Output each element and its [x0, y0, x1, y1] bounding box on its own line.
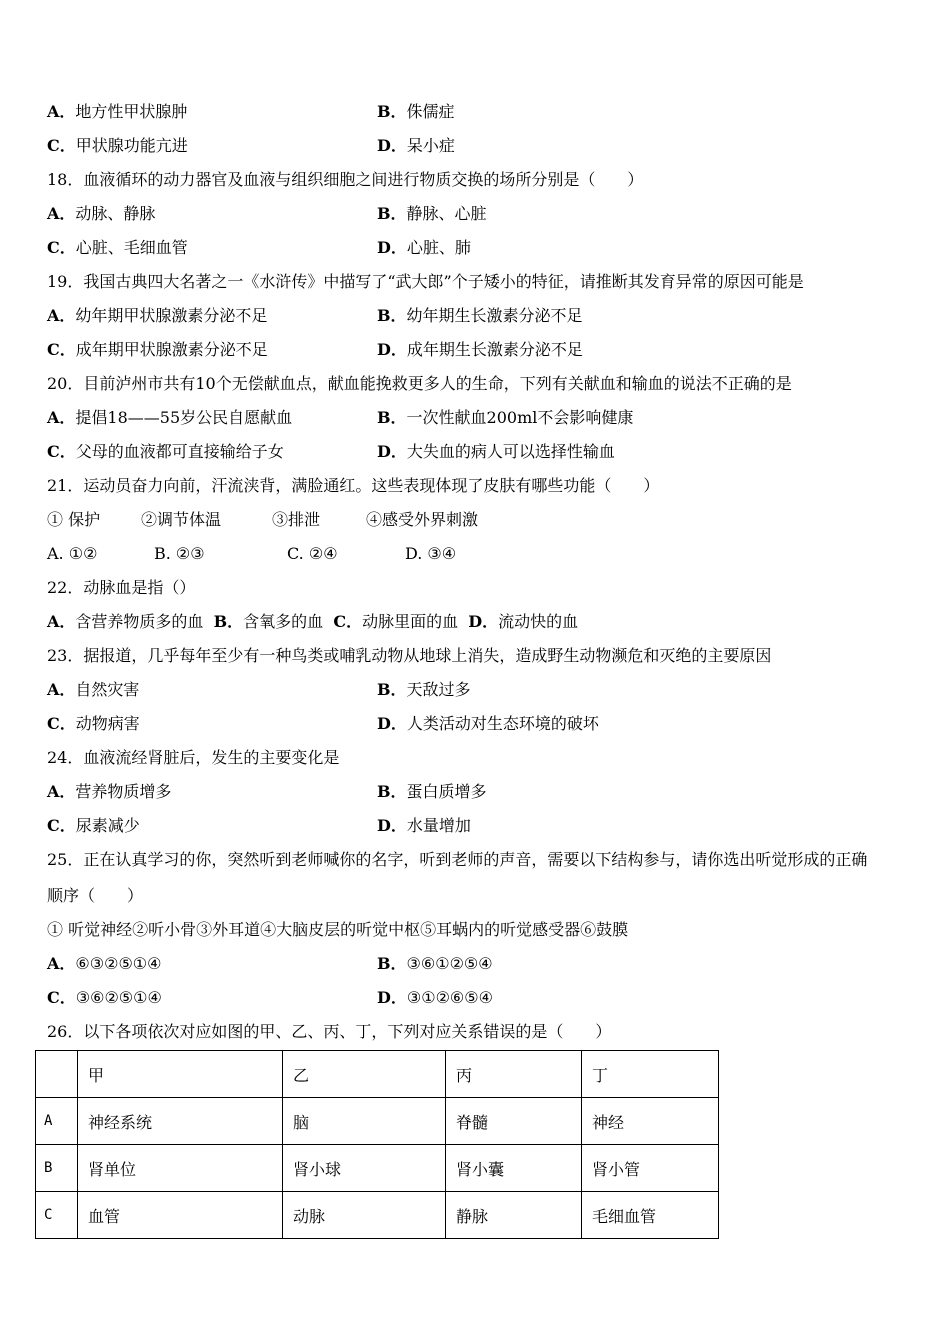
table-row: [36, 1192, 719, 1239]
table-cell: 肾小囊: [446, 1145, 582, 1192]
table-cell: A: [36, 1098, 78, 1145]
q17-option-d: [377, 136, 455, 156]
option-label: D．: [377, 340, 407, 359]
table-cell: C: [36, 1192, 78, 1239]
option-label: B．: [377, 782, 407, 801]
option-label: D．: [377, 136, 407, 155]
option-text: ③①②⑥⑤④: [406, 988, 493, 1007]
option-text: 含氧多的血: [243, 612, 324, 631]
q18-option-b: [377, 204, 487, 224]
q25-stem-line2: 顺序（ ）: [47, 886, 144, 905]
option-label: B．: [213, 612, 244, 631]
table-header-cell: 甲: [78, 1051, 283, 1098]
q23-stem: 23．据报道，几乎每年至少有一种鸟类或哺乳动物从地球上消失，造成野生动物濒危和灭绝的主要原因: [47, 646, 772, 665]
option-text: 动脉、静脉: [75, 204, 156, 223]
q21-item-2: ②调节体温: [141, 510, 222, 529]
q20-stem: 20．目前泸州市共有10个无偿献血点，献血能挽救更多人的生命，下列有关献血和输血的说法不正确的是: [47, 374, 792, 393]
q26-stem: 26．以下各项依次对应如图的甲、乙、丙、丁，下列对应关系错误的是（ ）: [47, 1022, 612, 1041]
option-label: A．: [47, 306, 76, 325]
option-text: 甲状腺功能亢进: [75, 136, 188, 155]
table-row: [36, 1145, 719, 1192]
q18-stem: 18．血液循环的动力器官及血液与组织细胞之间进行物质交换的场所分别是（ ）: [47, 170, 644, 189]
q17-option-a: [47, 102, 187, 122]
option-label: B．: [377, 306, 407, 325]
q19-option-d: [377, 340, 583, 360]
q23-option-b: [377, 680, 471, 700]
q21-stem: 21．运动员奋力向前，汗流浃背，满脸通红。这些表现体现了皮肤有哪些功能（ ）: [47, 476, 660, 495]
q21-item-4: ④感受外界刺激: [366, 510, 479, 529]
option-text: 地方性甲状腺肿: [75, 102, 188, 121]
q21-option-d: D. ③④: [405, 544, 457, 563]
table-row: [36, 1098, 719, 1145]
option-label: B．: [377, 102, 407, 121]
q24-option-d: [377, 816, 471, 836]
table-cell: 脊髓: [446, 1098, 582, 1145]
q21-option-c: C. ②④: [287, 544, 338, 563]
option-text: 呆小症: [406, 136, 455, 155]
option-label: A．: [47, 102, 76, 121]
q19-option-c: [47, 340, 268, 360]
option-text: 心脏、肺: [406, 238, 471, 257]
q25-stem-line1: 25．正在认真学习的你，突然听到老师喊你的名字，听到老师的声音，需要以下结构参与，请你选出听觉形成的正确: [47, 850, 868, 869]
q20-option-c: [47, 442, 284, 462]
table-cell: 肾小球: [283, 1145, 446, 1192]
table-header-cell: 乙: [283, 1051, 446, 1098]
option-text: 流动快的血: [498, 612, 579, 631]
table-cell: 神经: [582, 1098, 719, 1145]
q18-option-a: [47, 204, 155, 224]
option-label: A．: [47, 408, 76, 427]
option-text: 心脏、毛细血管: [75, 238, 188, 257]
option-label: C．: [47, 136, 76, 155]
option-label: D．: [468, 612, 499, 631]
table-header-cell: 丁: [582, 1051, 719, 1098]
option-label: A．: [47, 612, 76, 631]
option-label: C．: [47, 816, 76, 835]
option-text: 天敌过多: [406, 680, 471, 699]
q19-option-a: [47, 306, 267, 326]
q21-option-a: A. ①②: [47, 544, 98, 563]
q22-options: [47, 612, 578, 632]
q24-option-c: [47, 816, 140, 836]
option-text: 成年期甲状腺激素分泌不足: [75, 340, 268, 359]
option-text: 静脉、心脏: [406, 204, 487, 223]
q23-option-a: [47, 680, 139, 700]
option-text: 蛋白质增多: [406, 782, 487, 801]
q25-option-a: [47, 954, 161, 974]
option-text: 尿素减少: [75, 816, 140, 835]
option-label: D．: [377, 816, 407, 835]
q19-option-b: [377, 306, 583, 326]
option-text: 水量增加: [406, 816, 471, 835]
table-cell: [36, 1051, 78, 1098]
table-cell: 毛细血管: [582, 1192, 719, 1239]
option-label: A．: [47, 782, 76, 801]
option-label: B．: [377, 954, 407, 973]
option-label: B．: [377, 680, 407, 699]
q18-option-c: [47, 238, 188, 258]
option-label: A．: [47, 954, 76, 973]
option-label: D．: [377, 442, 407, 461]
option-label: D．: [377, 238, 407, 257]
q22-stem: 22．动脉血是指（）: [47, 578, 196, 597]
option-label: D．: [377, 714, 407, 733]
option-text: 幼年期生长激素分泌不足: [406, 306, 583, 325]
table-header-row: [36, 1051, 719, 1098]
q25-option-d: [377, 988, 493, 1008]
option-label: B．: [377, 204, 407, 223]
option-text: 营养物质增多: [75, 782, 172, 801]
option-label: A．: [47, 680, 76, 699]
q19-stem: 19．我国古典四大名著之一《水浒传》中描写了“武大郎”个子矮小的特征，请推断其发育异常的原因可能是: [47, 272, 804, 291]
option-label: C．: [333, 612, 363, 631]
q20-option-d: [377, 442, 615, 462]
option-text: 成年期生长激素分泌不足: [406, 340, 583, 359]
table-cell: B: [36, 1145, 78, 1192]
table-cell: 神经系统: [78, 1098, 283, 1145]
table-header-cell: 丙: [446, 1051, 582, 1098]
table-cell: 静脉: [446, 1192, 582, 1239]
table-cell: 肾单位: [78, 1145, 283, 1192]
q17-option-c: [47, 136, 188, 156]
option-text: 幼年期甲状腺激素分泌不足: [75, 306, 268, 325]
option-text: 大失血的病人可以选择性输血: [406, 442, 615, 461]
q24-stem: 24．血液流经肾脏后，发生的主要变化是: [47, 748, 340, 767]
option-text: 人类活动对生态环境的破坏: [406, 714, 599, 733]
option-text: 提倡18——55岁公民自愿献血: [75, 408, 293, 427]
q23-option-d: [377, 714, 599, 734]
table-cell: 脑: [283, 1098, 446, 1145]
option-label: C．: [47, 238, 76, 257]
option-label: C．: [47, 442, 76, 461]
option-text: 动物病害: [75, 714, 140, 733]
option-text: 父母的血液都可直接输给子女: [75, 442, 284, 461]
option-text: 自然灾害: [75, 680, 140, 699]
q24-option-a: [47, 782, 171, 802]
option-label: C．: [47, 714, 76, 733]
option-text: ⑥③②⑤①④: [75, 954, 162, 973]
table-cell: 动脉: [283, 1192, 446, 1239]
option-text: 侏儒症: [406, 102, 455, 121]
option-label: D．: [377, 988, 407, 1007]
option-text: ③⑥①②⑤④: [406, 954, 493, 973]
q21-item-1: ① 保护: [47, 510, 101, 529]
q25-items: ① 听觉神经②听小骨③外耳道④大脑皮层的听觉中枢⑤耳蜗内的听觉感受器⑥鼓膜: [47, 920, 629, 939]
q21-option-b: B. ②③: [154, 544, 205, 563]
option-text: 动脉里面的血: [362, 612, 459, 631]
option-text: 一次性献血200ml不会影响健康: [406, 408, 634, 427]
q25-option-b: [377, 954, 493, 974]
q23-option-c: [47, 714, 140, 734]
table-cell: 血管: [78, 1192, 283, 1239]
q17-option-b: [377, 102, 455, 122]
table-cell: 肾小管: [582, 1145, 719, 1192]
q20-option-a: [47, 408, 292, 428]
option-text: 含营养物质多的血: [75, 612, 204, 631]
option-text: ③⑥②⑤①④: [75, 988, 162, 1007]
option-label: B．: [377, 408, 407, 427]
option-label: C．: [47, 988, 76, 1007]
q24-option-b: [377, 782, 487, 802]
q21-item-3: ③排泄: [272, 510, 321, 529]
q20-option-b: [377, 408, 633, 428]
option-label: A．: [47, 204, 76, 223]
q18-option-d: [377, 238, 471, 258]
q25-option-c: [47, 988, 162, 1008]
option-label: C．: [47, 340, 76, 359]
q26-table: [35, 1050, 719, 1239]
